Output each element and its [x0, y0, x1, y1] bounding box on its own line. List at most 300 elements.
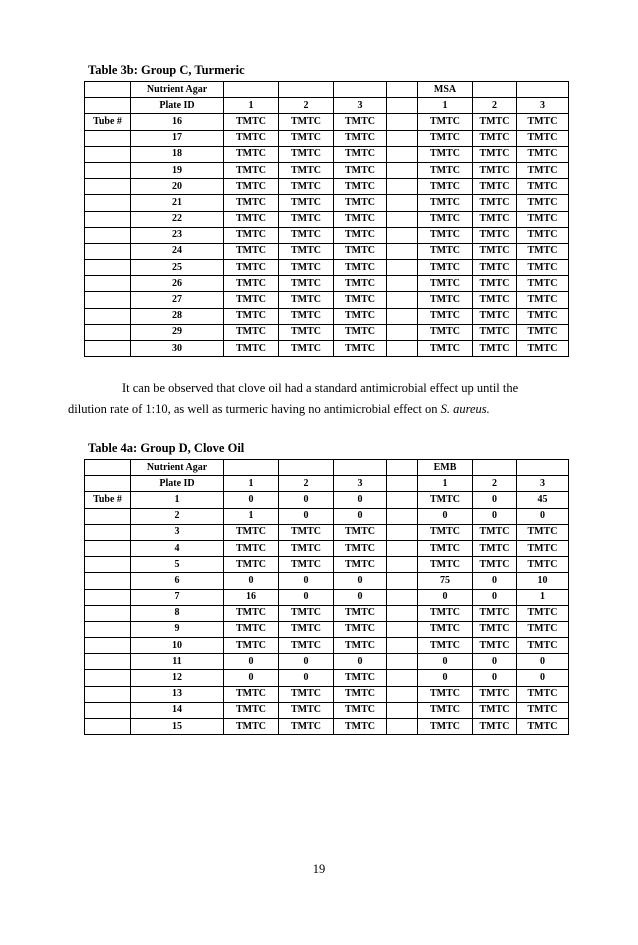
gap-cell [387, 243, 418, 259]
count-cell: TMTC [517, 638, 569, 654]
count-cell: TMTC [473, 130, 517, 146]
count-cell: TMTC [473, 276, 517, 292]
empty-cell [85, 573, 131, 589]
count-cell: TMTC [473, 524, 517, 540]
plate-id-label: Plate ID [131, 98, 224, 114]
tube-label: Tube # [85, 492, 131, 508]
count-cell: TMTC [517, 719, 569, 735]
count-cell: TMTC [224, 638, 279, 654]
count-cell: TMTC [224, 227, 279, 243]
count-cell: TMTC [224, 686, 279, 702]
empty-cell [85, 130, 131, 146]
count-cell: TMTC [473, 719, 517, 735]
plate-id-cell: 25 [131, 260, 224, 276]
count-cell: TMTC [517, 114, 569, 130]
count-cell: TMTC [517, 179, 569, 195]
count-cell: TMTC [279, 114, 334, 130]
column-header: 3 [334, 98, 387, 114]
count-cell: TMTC [473, 211, 517, 227]
empty-cell [279, 460, 334, 476]
count-cell: TMTC [224, 557, 279, 573]
plate-id-cell: 6 [131, 573, 224, 589]
empty-cell [85, 308, 131, 324]
empty-cell [85, 260, 131, 276]
count-cell: TMTC [279, 195, 334, 211]
gap-cell [387, 276, 418, 292]
plate-id-cell: 23 [131, 227, 224, 243]
empty-cell [85, 702, 131, 718]
count-cell: TMTC [279, 179, 334, 195]
count-cell: 0 [334, 654, 387, 670]
count-cell: TMTC [517, 227, 569, 243]
gap-cell [387, 308, 418, 324]
count-cell: TMTC [517, 211, 569, 227]
count-cell: 45 [517, 492, 569, 508]
count-cell: TMTC [517, 557, 569, 573]
count-cell: TMTC [334, 146, 387, 162]
plate-id-cell: 20 [131, 179, 224, 195]
count-cell: TMTC [224, 605, 279, 621]
gap-cell [387, 460, 418, 476]
table-row [85, 654, 569, 670]
plate-id-cell: 13 [131, 686, 224, 702]
count-cell: TMTC [224, 211, 279, 227]
table-4a-caption: Table 4a: Group D, Clove Oil [88, 441, 245, 455]
medium-2-label: EMB [418, 460, 473, 476]
count-cell: 0 [279, 492, 334, 508]
table-row [85, 670, 569, 686]
count-cell: TMTC [224, 540, 279, 556]
table-row [85, 719, 569, 735]
gap-cell [387, 195, 418, 211]
empty-cell [517, 460, 569, 476]
empty-cell [85, 324, 131, 340]
empty-cell [85, 146, 131, 162]
empty-cell [85, 638, 131, 654]
count-cell: 0 [334, 589, 387, 605]
count-cell: TMTC [334, 162, 387, 178]
count-cell: TMTC [279, 524, 334, 540]
count-cell: 0 [279, 589, 334, 605]
count-cell: TMTC [473, 621, 517, 637]
paragraph [68, 378, 568, 420]
count-cell: TMTC [418, 719, 473, 735]
count-cell: TMTC [334, 260, 387, 276]
count-cell: TMTC [418, 638, 473, 654]
count-cell: TMTC [224, 243, 279, 259]
count-cell: TMTC [279, 146, 334, 162]
column-header: 1 [418, 476, 473, 492]
empty-cell [85, 292, 131, 308]
count-cell: TMTC [279, 308, 334, 324]
count-cell: TMTC [418, 114, 473, 130]
count-cell: TMTC [517, 292, 569, 308]
count-cell: TMTC [334, 211, 387, 227]
count-cell: TMTC [334, 324, 387, 340]
count-cell: TMTC [224, 130, 279, 146]
plate-id-cell: 4 [131, 540, 224, 556]
gap-cell [387, 670, 418, 686]
empty-cell [85, 98, 131, 114]
empty-cell [517, 82, 569, 98]
count-cell: TMTC [334, 670, 387, 686]
empty-cell [334, 82, 387, 98]
count-cell: TMTC [334, 702, 387, 718]
empty-cell [85, 476, 131, 492]
count-cell: TMTC [418, 341, 473, 357]
media-header-row [85, 82, 569, 98]
table-row [85, 605, 569, 621]
column-header: 2 [279, 98, 334, 114]
plate-id-cell: 8 [131, 605, 224, 621]
gap-cell [387, 540, 418, 556]
count-cell: TMTC [473, 243, 517, 259]
count-cell: 0 [418, 508, 473, 524]
empty-cell [85, 276, 131, 292]
gap-cell [387, 162, 418, 178]
count-cell: TMTC [224, 195, 279, 211]
count-cell: TMTC [418, 292, 473, 308]
count-cell: TMTC [334, 114, 387, 130]
table-3b [84, 81, 569, 357]
count-cell: 0 [334, 508, 387, 524]
plate-header-row [85, 476, 569, 492]
paragraph-line-2 [68, 399, 568, 420]
count-cell: TMTC [279, 260, 334, 276]
table-row [85, 162, 569, 178]
gap-cell [387, 179, 418, 195]
gap-cell [387, 557, 418, 573]
empty-cell [85, 540, 131, 556]
count-cell: TMTC [334, 130, 387, 146]
count-cell: TMTC [517, 605, 569, 621]
table-row [85, 179, 569, 195]
count-cell: TMTC [517, 524, 569, 540]
plate-id-cell: 11 [131, 654, 224, 670]
count-cell: TMTC [418, 227, 473, 243]
count-cell: TMTC [334, 243, 387, 259]
count-cell: TMTC [279, 621, 334, 637]
count-cell: TMTC [279, 341, 334, 357]
count-cell: 1 [224, 508, 279, 524]
gap-cell [387, 476, 418, 492]
count-cell: TMTC [517, 243, 569, 259]
media-header-row [85, 460, 569, 476]
plate-id-cell: 16 [131, 114, 224, 130]
count-cell: 0 [224, 670, 279, 686]
medium-1-label: Nutrient Agar [131, 82, 224, 98]
table-row [85, 276, 569, 292]
table-row [85, 540, 569, 556]
count-cell: TMTC [224, 524, 279, 540]
count-cell: TMTC [418, 702, 473, 718]
column-header: 3 [517, 98, 569, 114]
count-cell: TMTC [334, 524, 387, 540]
gap-cell [387, 130, 418, 146]
count-cell: TMTC [418, 308, 473, 324]
medium-2-label: MSA [418, 82, 473, 98]
empty-cell [85, 179, 131, 195]
organism-name: S. aureus. [440, 402, 490, 416]
count-cell: TMTC [418, 492, 473, 508]
column-header: 1 [418, 98, 473, 114]
count-cell: 0 [473, 492, 517, 508]
count-cell: TMTC [334, 179, 387, 195]
plate-id-cell: 7 [131, 589, 224, 605]
count-cell: TMTC [418, 243, 473, 259]
plate-id-cell: 18 [131, 146, 224, 162]
empty-cell [85, 195, 131, 211]
plate-id-cell: 17 [131, 130, 224, 146]
count-cell: 16 [224, 589, 279, 605]
count-cell: TMTC [418, 146, 473, 162]
table-row [85, 621, 569, 637]
count-cell: TMTC [473, 162, 517, 178]
table-row [85, 638, 569, 654]
gap-cell [387, 98, 418, 114]
empty-cell [85, 670, 131, 686]
count-cell: TMTC [334, 686, 387, 702]
count-cell: TMTC [418, 260, 473, 276]
count-cell: TMTC [473, 146, 517, 162]
count-cell: 75 [418, 573, 473, 589]
count-cell: TMTC [224, 324, 279, 340]
count-cell: 10 [517, 573, 569, 589]
plate-header-row [85, 98, 569, 114]
count-cell: 0 [279, 573, 334, 589]
empty-cell [85, 621, 131, 637]
gap-cell [387, 605, 418, 621]
count-cell: TMTC [418, 524, 473, 540]
table-row [85, 211, 569, 227]
gap-cell [387, 686, 418, 702]
gap-cell [387, 719, 418, 735]
count-cell: TMTC [517, 686, 569, 702]
gap-cell [387, 621, 418, 637]
table-row [85, 524, 569, 540]
count-cell: 0 [473, 654, 517, 670]
count-cell: 0 [279, 654, 334, 670]
plate-id-label: Plate ID [131, 476, 224, 492]
count-cell: TMTC [334, 719, 387, 735]
count-cell: TMTC [418, 557, 473, 573]
count-cell: TMTC [517, 146, 569, 162]
table-row [85, 260, 569, 276]
empty-cell [473, 82, 517, 98]
plate-id-cell: 12 [131, 670, 224, 686]
count-cell: TMTC [517, 162, 569, 178]
plate-id-cell: 22 [131, 211, 224, 227]
count-cell: TMTC [224, 276, 279, 292]
count-cell: 0 [517, 508, 569, 524]
column-header: 3 [517, 476, 569, 492]
count-cell: TMTC [418, 324, 473, 340]
count-cell: 0 [473, 589, 517, 605]
count-cell: 0 [517, 670, 569, 686]
count-cell: TMTC [279, 227, 334, 243]
count-cell: TMTC [473, 227, 517, 243]
plate-id-cell: 28 [131, 308, 224, 324]
plate-id-cell: 26 [131, 276, 224, 292]
gap-cell [387, 341, 418, 357]
table-row [85, 130, 569, 146]
count-cell: 0 [224, 573, 279, 589]
count-cell: 0 [473, 508, 517, 524]
count-cell: TMTC [517, 324, 569, 340]
plate-id-cell: 27 [131, 292, 224, 308]
empty-cell [85, 82, 131, 98]
gap-cell [387, 260, 418, 276]
empty-cell [85, 341, 131, 357]
gap-cell [387, 508, 418, 524]
plate-id-cell: 2 [131, 508, 224, 524]
count-cell: TMTC [517, 276, 569, 292]
column-header: 2 [473, 98, 517, 114]
plate-id-cell: 14 [131, 702, 224, 718]
table-row [85, 492, 569, 508]
count-cell: TMTC [473, 341, 517, 357]
empty-cell [85, 557, 131, 573]
gap-cell [387, 573, 418, 589]
count-cell: TMTC [517, 621, 569, 637]
count-cell: TMTC [334, 557, 387, 573]
count-cell: 0 [418, 654, 473, 670]
count-cell: TMTC [418, 686, 473, 702]
count-cell: TMTC [418, 162, 473, 178]
medium-1-label: Nutrient Agar [131, 460, 224, 476]
count-cell: TMTC [279, 540, 334, 556]
empty-cell [85, 686, 131, 702]
count-cell: TMTC [418, 276, 473, 292]
empty-cell [334, 460, 387, 476]
count-cell: TMTC [334, 638, 387, 654]
count-cell: TMTC [473, 638, 517, 654]
table-row [85, 308, 569, 324]
count-cell: TMTC [279, 276, 334, 292]
count-cell: TMTC [473, 540, 517, 556]
count-cell: TMTC [224, 308, 279, 324]
count-cell: TMTC [334, 605, 387, 621]
count-cell: 0 [473, 573, 517, 589]
table-row [85, 146, 569, 162]
gap-cell [387, 324, 418, 340]
empty-cell [85, 719, 131, 735]
gap-cell [387, 146, 418, 162]
count-cell: TMTC [279, 162, 334, 178]
gap-cell [387, 82, 418, 98]
plate-id-cell: 15 [131, 719, 224, 735]
count-cell: TMTC [473, 195, 517, 211]
paragraph-line-2-text: dilution rate of 1:10, as well as turmeric having no antimicrobial effect on [68, 402, 441, 416]
gap-cell [387, 589, 418, 605]
count-cell: 1 [517, 589, 569, 605]
count-cell: TMTC [279, 605, 334, 621]
table-row [85, 227, 569, 243]
gap-cell [387, 114, 418, 130]
count-cell: TMTC [224, 146, 279, 162]
count-cell: TMTC [334, 292, 387, 308]
gap-cell [387, 492, 418, 508]
count-cell: TMTC [473, 292, 517, 308]
gap-cell [387, 211, 418, 227]
count-cell: TMTC [224, 260, 279, 276]
count-cell: TMTC [473, 702, 517, 718]
count-cell: TMTC [224, 179, 279, 195]
plate-id-cell: 29 [131, 324, 224, 340]
count-cell: TMTC [418, 211, 473, 227]
count-cell: TMTC [473, 686, 517, 702]
gap-cell [387, 654, 418, 670]
count-cell: 0 [473, 670, 517, 686]
empty-cell [85, 654, 131, 670]
count-cell: TMTC [517, 130, 569, 146]
count-cell: TMTC [279, 243, 334, 259]
column-header: 2 [279, 476, 334, 492]
plate-id-cell: 24 [131, 243, 224, 259]
count-cell: TMTC [224, 341, 279, 357]
table-row [85, 557, 569, 573]
count-cell: TMTC [334, 227, 387, 243]
count-cell: TMTC [473, 308, 517, 324]
plate-id-cell: 9 [131, 621, 224, 637]
column-header: 3 [334, 476, 387, 492]
count-cell: 0 [334, 573, 387, 589]
table-row [85, 341, 569, 357]
count-cell: 0 [224, 654, 279, 670]
plate-id-cell: 21 [131, 195, 224, 211]
count-cell: 0 [517, 654, 569, 670]
count-cell: TMTC [334, 540, 387, 556]
empty-cell [85, 227, 131, 243]
gap-cell [387, 702, 418, 718]
count-cell: TMTC [279, 324, 334, 340]
empty-cell [473, 460, 517, 476]
count-cell: 0 [279, 508, 334, 524]
count-cell: TMTC [279, 702, 334, 718]
count-cell: 0 [334, 492, 387, 508]
page-number: 19 [312, 862, 326, 876]
count-cell: TMTC [224, 292, 279, 308]
count-cell: TMTC [279, 130, 334, 146]
empty-cell [85, 460, 131, 476]
table-row [85, 292, 569, 308]
count-cell: TMTC [224, 114, 279, 130]
table-row [85, 686, 569, 702]
count-cell: TMTC [279, 292, 334, 308]
count-cell: TMTC [473, 324, 517, 340]
count-cell: TMTC [473, 179, 517, 195]
count-cell: 0 [224, 492, 279, 508]
count-cell: TMTC [334, 276, 387, 292]
count-cell: TMTC [334, 621, 387, 637]
column-header: 1 [224, 476, 279, 492]
count-cell: TMTC [418, 540, 473, 556]
table-row [85, 114, 569, 130]
column-header: 1 [224, 98, 279, 114]
count-cell: TMTC [224, 719, 279, 735]
count-cell: TMTC [224, 621, 279, 637]
count-cell: TMTC [279, 557, 334, 573]
count-cell: TMTC [517, 540, 569, 556]
count-cell: TMTC [224, 162, 279, 178]
table-row [85, 702, 569, 718]
table-4a [84, 459, 569, 735]
empty-cell [85, 243, 131, 259]
empty-cell [279, 82, 334, 98]
table-row [85, 508, 569, 524]
table-row [85, 324, 569, 340]
empty-cell [85, 524, 131, 540]
